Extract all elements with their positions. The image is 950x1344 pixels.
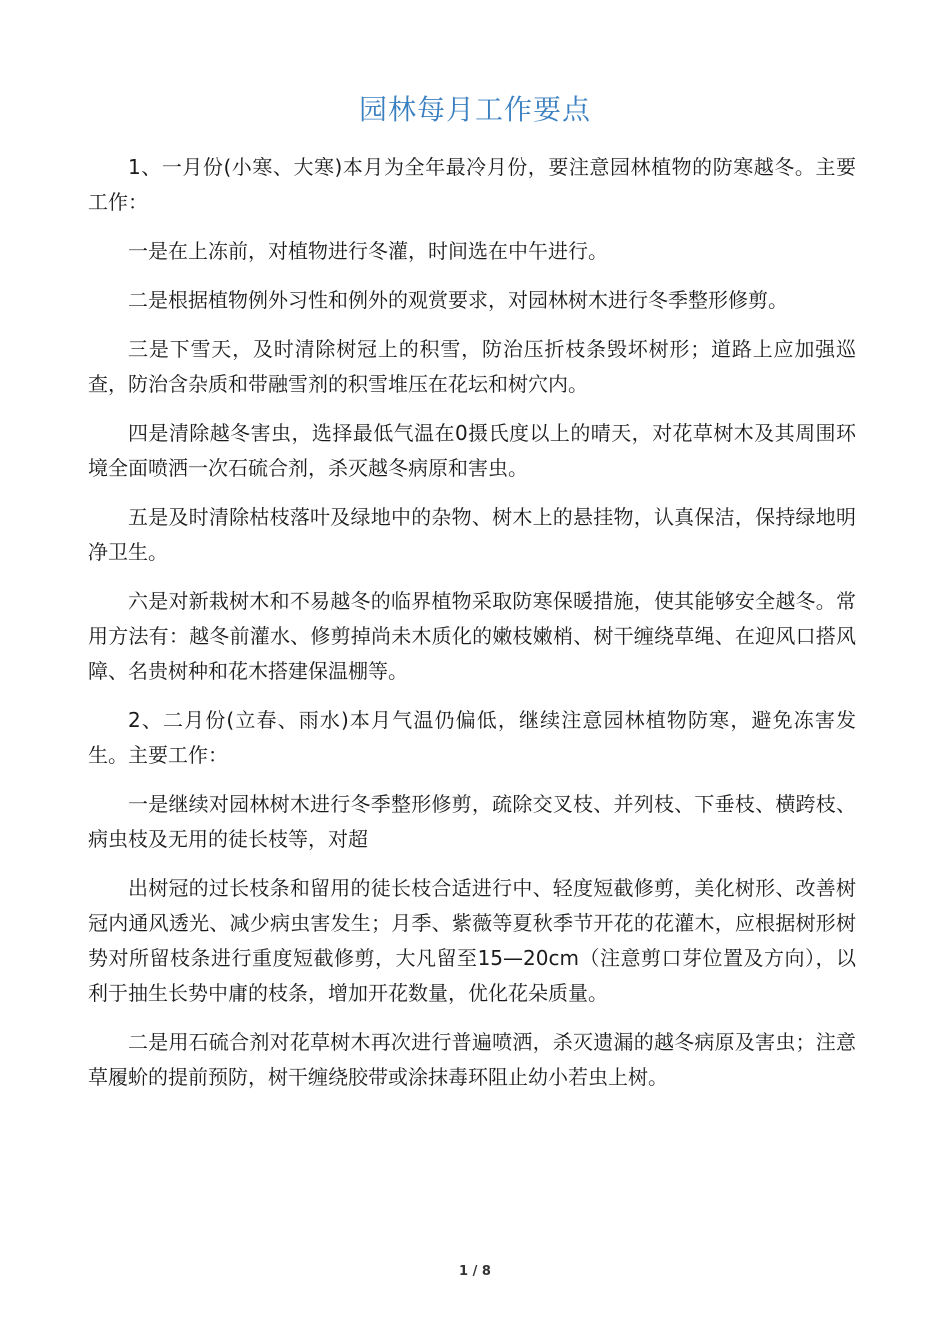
- paragraph-february-item-1: 一是继续对园林树木进行冬季整形修剪，疏除交叉枝、并列枝、下垂枝、横跨枝、病虫枝及无用的徒长枝等，对超: [88, 792, 856, 851]
- page-number: 1 / 8: [459, 1264, 491, 1279]
- paragraph-january-item-5: 五是及时清除枯枝落叶及绿地中的杂物、树木上的悬挂物，认真保洁，保持绿地明净卫生。: [88, 505, 856, 564]
- paragraph-january-intro: 1、一月份(小寒、大寒)本月为全年最冷月份，要注意园林植物的防寒越冬。主要工作：: [88, 155, 856, 214]
- document-body: [88, 150, 856, 1109]
- paragraph-february-item-2: 二是用石硫合剂对花草树木再次进行普遍喷洒，杀灭遗漏的越冬病原及害虫；注意草履蚧的提前预防，树干缠绕胶带或涂抹毒环阻止幼小若虫上树。: [88, 1030, 856, 1089]
- paragraph-january-item-4: 四是清除越冬害虫，选择最低气温在0摄氏度以上的晴天，对花草树木及其周围环境全面喷洒一次石硫合剂，杀灭越冬病原和害虫。: [88, 421, 856, 480]
- paragraph-february-intro: 2、二月份(立春、雨水)本月气温仍偏低，继续注意园林植物防寒，避免冻害发生。主要工作：: [88, 708, 856, 767]
- paragraph-february-item-1-continued: 出树冠的过长枝条和留用的徒长枝合适进行中、轻度短截修剪，美化树形、改善树冠内通风透光、减少病虫害发生；月季、紫薇等夏秋季节开花的花灌木，应根据树形树势对所留枝条进行重度短截修剪，大凡留至15—20cm（注意剪口芽位置及方向），以利于抽生长势中庸的枝条，增加开花数量，优化花朵质量。: [88, 876, 856, 1005]
- paragraph-january-item-1: 一是在上冻前，对植物进行冬灌，时间选在中午进行。: [128, 239, 608, 263]
- paragraph-january-item-2: 二是根据植物例外习性和例外的观赏要求，对园林树木进行冬季整形修剪。: [128, 288, 788, 312]
- paragraph-january-item-6: 六是对新栽树木和不易越冬的临界植物采取防寒保暖措施，使其能够安全越冬。常用方法有：越冬前灌水、修剪掉尚未木质化的嫩枝嫩梢、树干缠绕草绳、在迎风口搭风障、名贵树种和花木搭建保温棚等。: [88, 589, 856, 683]
- paragraph-january-item-3: 三是下雪天，及时清除树冠上的积雪，防治压折枝条毁坏树形；道路上应加强巡查，防治含杂质和带融雪剂的积雪堆压在花坛和树穴内。: [88, 337, 856, 396]
- document-title: 园林每月工作要点: [358, 93, 591, 126]
